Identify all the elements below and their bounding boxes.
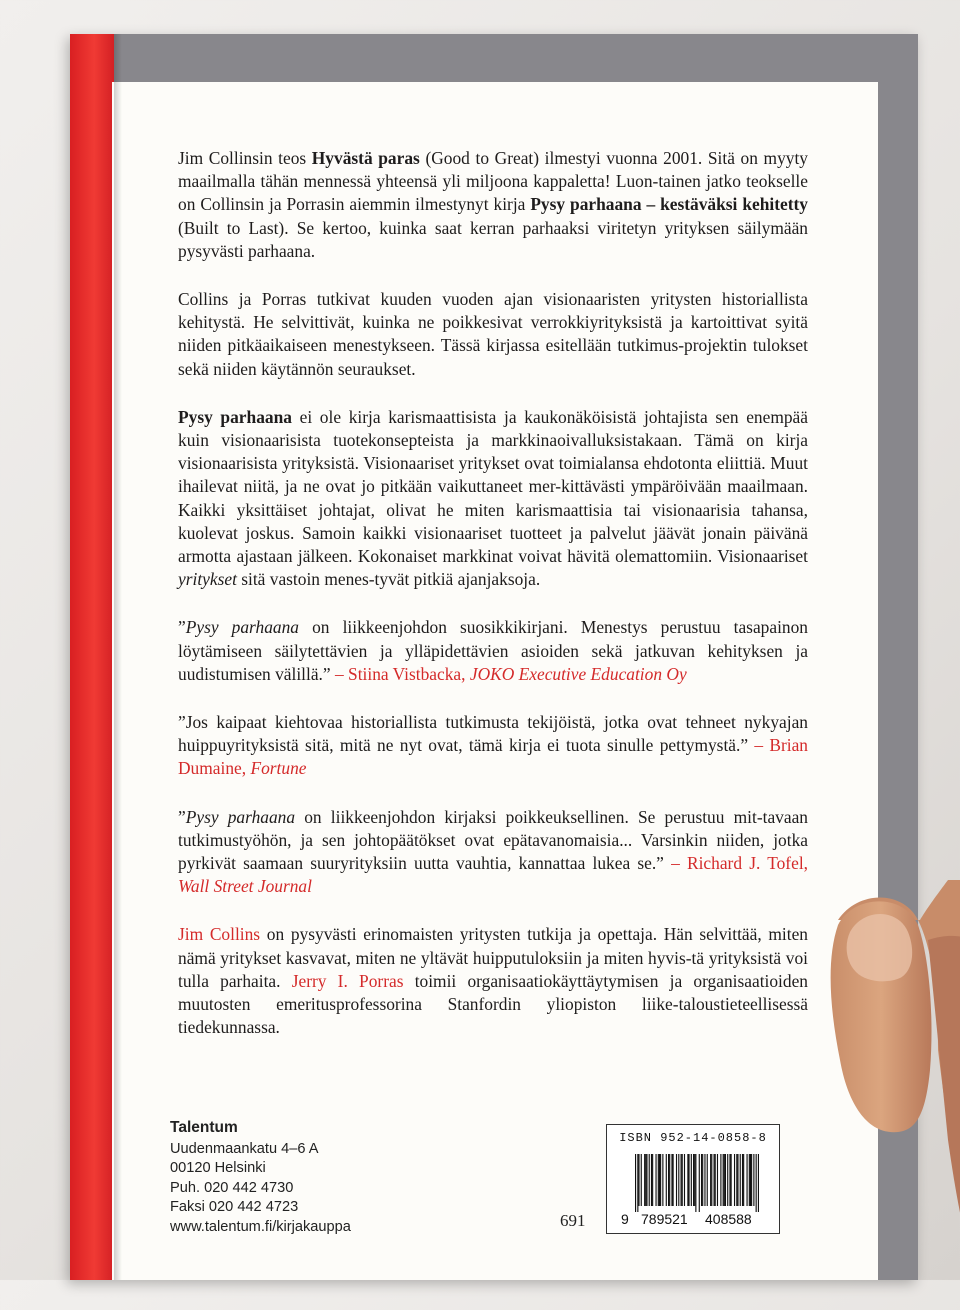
publisher-address-street: Uudenmaankatu 4–6 A [170, 1140, 319, 1157]
barcode-bar [751, 1154, 752, 1206]
quote-text: on liikkeenjohdon kirjaksi poikkeuksellinen. Se perustuu mit-tavaan tutkimustyöhön, ja sen johtopäätökset ovat epätavanomaisia... Varsinkin niiden, jotka pyrkivät saamaan suuryrityksiin uutta vauhtia, kannattaa lukea se.” [178, 806, 808, 874]
barcode-bar [687, 1154, 688, 1206]
barcode-bar [659, 1154, 660, 1206]
barcode-bar [756, 1154, 757, 1212]
product-code: 691 [560, 1211, 586, 1230]
intro-book-title: Pysy parhaana – kestäväksi kehitetty [530, 194, 808, 215]
quote-2 [178, 711, 808, 781]
research-paragraph: Collins ja Porras tutkivat kuuden vuoden ajan visionaaristen yritysten historiallista kehitystä. He selvittivät, kuinka ne poikkesivat verrokkiyrityksistä ja kartoittivat syitä niiden pitkäaikaiseen menestykseen. Tässä kirjassa esitellään tutkimus-projektin tulokset sekä niiden käytännön seuraukset. [178, 289, 808, 379]
blurb-text [178, 147, 808, 1040]
quote-source: Wall Street Journal [178, 876, 312, 897]
barcode-bar [699, 1154, 700, 1212]
publisher-phone: Puh. 020 442 4730 [170, 1179, 294, 1196]
barcode-bar [691, 1154, 692, 1206]
quote-open-mark: ” [178, 806, 186, 827]
barcode-bar [673, 1154, 674, 1206]
quote-text: on liikkeenjohdon suosikkikirjani. Menestys perustuu tasapainon löytämiseen säilytettävien ja ylläpidettävien asioiden sekä jatkuvan kehityksen ja uudistumisen välillä.” [178, 617, 808, 684]
barcode-bar [727, 1154, 728, 1206]
quote-3 [178, 806, 808, 899]
barcode-bar [641, 1154, 642, 1206]
publisher-name: Talentum [170, 1119, 238, 1136]
intro-text-a: Jim Collinsin teos [178, 148, 312, 168]
barcode-bar [651, 1154, 652, 1206]
barcode-bar [746, 1154, 747, 1206]
barcode-bar [684, 1154, 685, 1206]
intro-title: Hyvästä paras [311, 148, 420, 168]
quote-source: Fortune [250, 758, 307, 779]
ean-first-digit: 9 [621, 1211, 629, 1227]
publisher-address-city: 00120 Helsinki [170, 1160, 266, 1177]
barcode-bar [662, 1154, 663, 1206]
author-bio-collins: on pysyvästi erinomaisten yritysten tutkija ja opettaja. Hän selvittää, miten nämä yritykset kasvavat, miten ne yltävät huipputuloksiin ja miten hyvis-tä yrityksistä voi tulla parhaita. [178, 924, 808, 991]
barcode-bar [720, 1154, 721, 1206]
barcode-bars [635, 1154, 759, 1212]
barcode-bar [753, 1154, 754, 1206]
intro-text-c: (Built to Last). Se kertoo, kuinka saat kerran parhaaksi viritetyn yrityksen säilymään pysyvästi parhaana. [178, 217, 808, 261]
barcode-bar [740, 1154, 741, 1206]
barcode-bar [701, 1154, 702, 1206]
barcode-bar [693, 1154, 694, 1206]
about-paragraph [178, 406, 808, 592]
publisher-block [170, 1118, 351, 1238]
author-name-porras: Jerry I. Porras [291, 970, 404, 991]
intro-paragraph [178, 147, 808, 263]
barcode-bar [688, 1154, 689, 1206]
about-emphasis: yritykset [178, 569, 237, 590]
barcode-bar [660, 1154, 661, 1206]
barcode-bar [645, 1154, 646, 1206]
author-name-collins: Jim Collins [178, 924, 261, 945]
barcode-bar [723, 1154, 724, 1206]
barcode-bar [638, 1154, 639, 1206]
barcode-bar [704, 1154, 705, 1206]
quote-open-mark: ” [178, 617, 186, 638]
barcode-bar [749, 1154, 750, 1206]
barcode-bar [694, 1154, 695, 1206]
barcode-bar [695, 1154, 696, 1212]
author-bio-porras: toimii organisaatiokäyttäytymisen ja organisaatioiden muutosten emeritusprofessorina Stanfordin yliopiston liike-taloustieteellisessä tiedekunnassa. [178, 970, 808, 1038]
barcode-bar [734, 1154, 735, 1206]
publisher-fax: Faksi 020 442 4723 [170, 1199, 299, 1216]
quote-book-title: Pysy parhaana [185, 806, 296, 827]
barcode-bar [652, 1154, 653, 1206]
quote-source: JOKO Executive Education Oy [469, 663, 687, 684]
barcode-bar [758, 1154, 759, 1212]
quote-1 [178, 616, 808, 686]
about-book-title: Pysy parhaana [178, 406, 292, 427]
barcode-bar [702, 1154, 703, 1206]
barcode-bar [715, 1154, 716, 1206]
barcode-bar [681, 1154, 682, 1206]
spine-shadow [114, 34, 122, 1280]
authors-paragraph [178, 923, 808, 1039]
intro-text-b: (Good to Great) ilmestyi vuonna 2001. Sitä on myyty maailmalla tähän mennessä yhteensä yli miljoona kappaletta! Luon-tainen jatko teokselle on Collinsin ja Porrasin aiemmin ilmestynyt kirja [178, 148, 809, 215]
barcode-bar [737, 1154, 738, 1206]
red-spine-strip [70, 34, 114, 1280]
barcode-bar [729, 1154, 730, 1206]
barcode-bar [724, 1154, 725, 1206]
barcode-bar [637, 1154, 638, 1212]
barcode-bar [676, 1154, 677, 1206]
barcode-bar [655, 1154, 656, 1206]
barcode-bar [707, 1154, 708, 1206]
about-text-b: sitä vastoin menes-tyvät pitkiä ajanjaksoja. [236, 569, 541, 590]
barcode-bar [646, 1154, 647, 1206]
barcode-bar [644, 1154, 645, 1206]
isbn-barcode [606, 1124, 780, 1234]
publisher-website: www.talentum.fi/kirjakauppa [170, 1218, 351, 1235]
barcode-bar [666, 1154, 667, 1206]
barcode-bar [717, 1154, 718, 1206]
thumb [808, 880, 960, 1310]
barcode-bar [711, 1154, 712, 1206]
barcode-bar [743, 1154, 744, 1206]
barcode-bar [725, 1154, 726, 1206]
barcode-bar [682, 1154, 683, 1206]
barcode-bar [671, 1154, 672, 1206]
quote-author: – Richard J. Tofel, [663, 853, 809, 874]
barcode-bar [669, 1154, 670, 1206]
barcode-bar [731, 1154, 732, 1206]
barcode-bar [668, 1154, 669, 1206]
barcode-bar [750, 1154, 751, 1206]
barcode-bar [635, 1154, 636, 1212]
quote-author: – Brian Dumaine, [178, 735, 808, 779]
barcode-bar [678, 1154, 679, 1206]
ean-right-group: 408588 [705, 1211, 752, 1227]
barcode-bar [742, 1154, 743, 1206]
barcode-bar [736, 1154, 737, 1206]
barcode-bar [710, 1154, 711, 1206]
quote-book-title: Pysy parhaana [185, 617, 299, 638]
quote-author: – Stiina Vistbacka, [330, 663, 470, 684]
quote-text: ”Jos kaipaat kiehtovaa historiallista tutkimusta tekijöistä, jotka ovat tehneet nykyajan huippuyrityksistä sitä, mitä ne nyt ovat, tämä kirja ei tuota sinulle pettymystä.” [178, 712, 808, 756]
barcode-bar [649, 1154, 650, 1206]
ean-left-group: 789521 [641, 1211, 688, 1227]
about-text-a: ei ole kirja karismaattisista ja kaukonäköisistä johtajista sen enempää kuin visionaarisista tuotekonsepteista ja markkinaoivalluksistakaan. Tämä on kirja visionaarisista yrityksistä. Visionaariset yritykset ovat toimialansa ehdotonta eliittiä. Muut ihailevat niitä, ja ne ovat jo pitkään vaikuttaneet mer-kittävästi ympäröivään maailmaan. Kaikki yksittäiset johtajat, olivat he miten karismaattisia tai visionaarisia tahansa, kuolevat joskus. Samoin kaikki visionaariset tuotteet ja palvelut jäävät jonain päivänä armotta ajastaan jälkeen. Kokonaiset markkinat voivat hävitä olemattomiin. Visionaariset [178, 406, 808, 567]
isbn-number: ISBN 952-14-0858-8 [619, 1131, 767, 1145]
barcode-bar [658, 1154, 659, 1206]
barcode-bar [714, 1154, 715, 1206]
